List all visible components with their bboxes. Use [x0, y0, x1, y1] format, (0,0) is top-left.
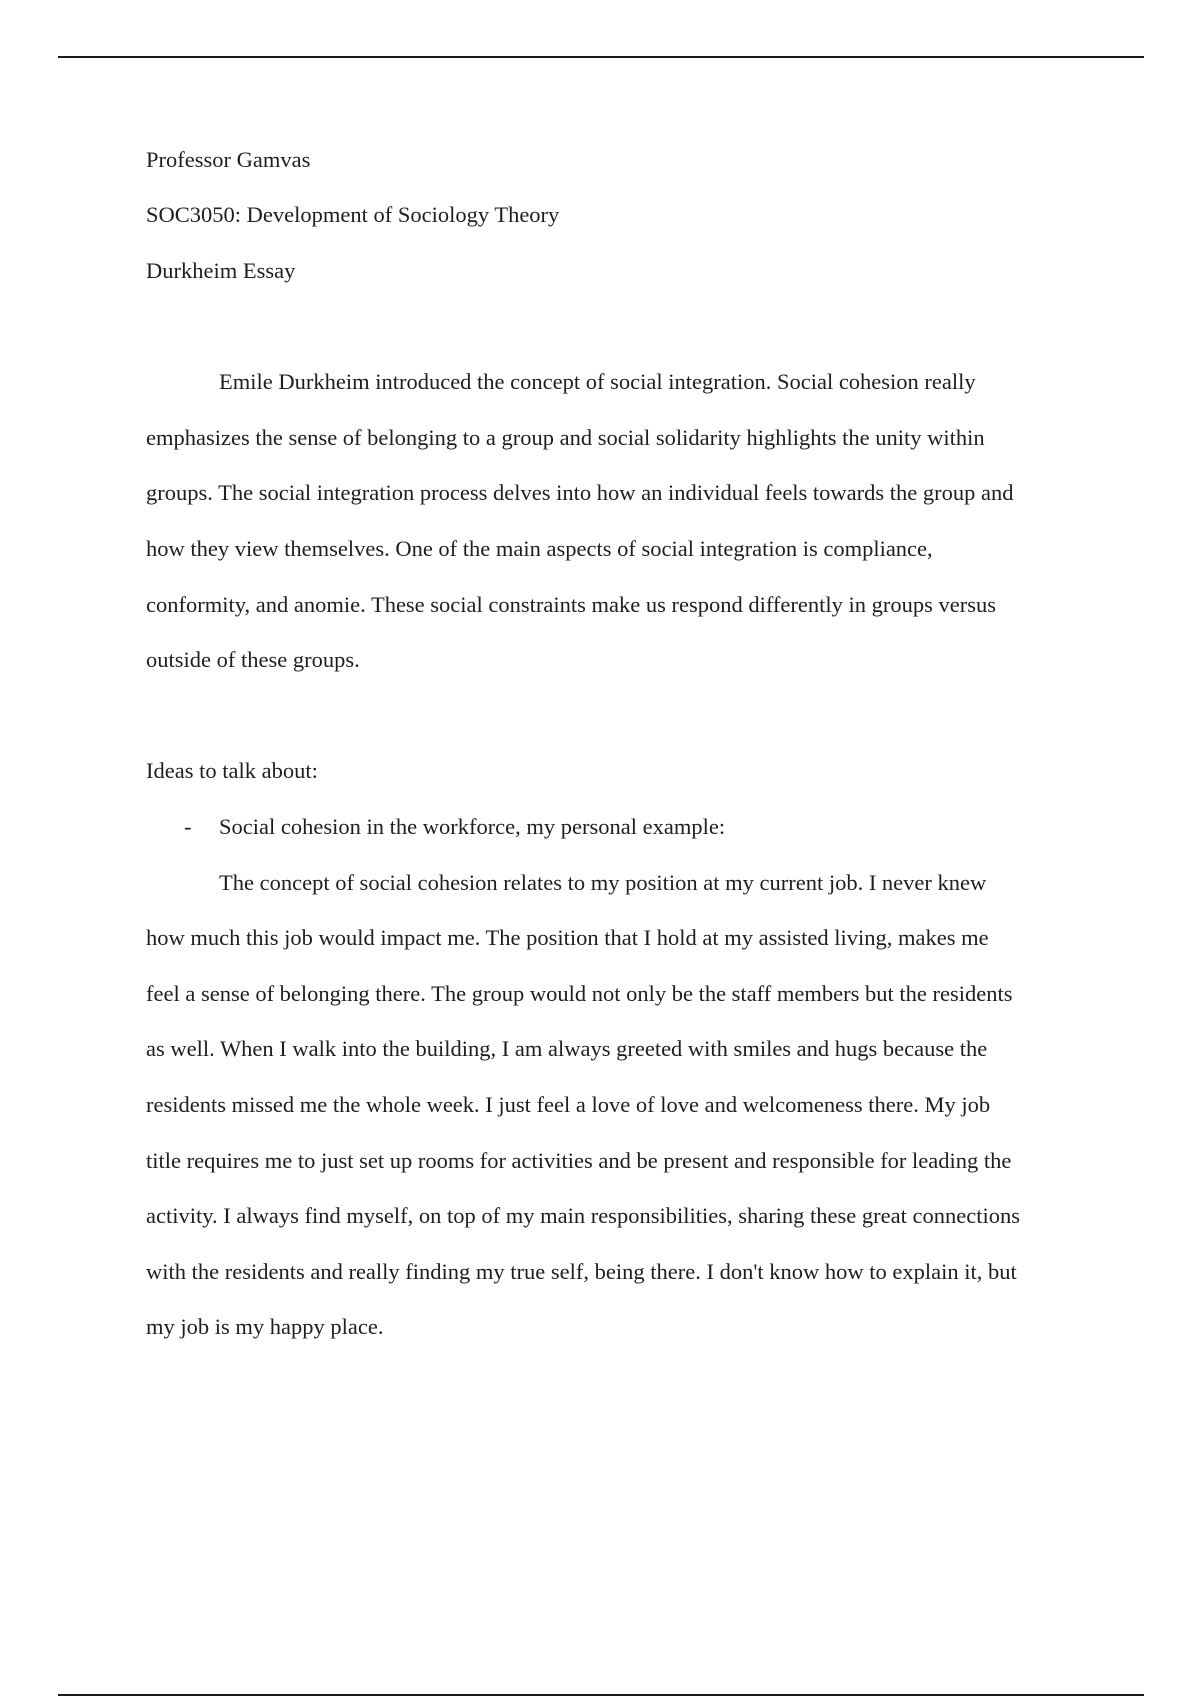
bullet-marker: -: [184, 814, 192, 839]
example-line-9: my job is my happy place.: [146, 1314, 384, 1339]
example-line-5: residents missed me the whole week. I just feel a love of love and welcomeness there. My job: [146, 1092, 991, 1117]
intro-line-2: emphasizes the sense of belonging to a group and social solidarity highlights the unity within: [146, 425, 985, 450]
example-line-2: how much this job would impact me. The position that I hold at my assisted living, makes me: [146, 925, 989, 950]
example-line-1: The concept of social cohesion relates to my position at my current job. I never knew: [219, 870, 987, 895]
course-title: SOC3050: Development of Sociology Theory: [146, 202, 560, 227]
example-line-3: feel a sense of belonging there. The group would not only be the staff members but the residents: [146, 981, 1013, 1006]
essay-title: Durkheim Essay: [146, 258, 296, 283]
intro-line-3: groups. The social integration process delves into how an individual feels towards the group and: [146, 480, 1014, 505]
bullet-item: Social cohesion in the workforce, my personal example:: [219, 814, 726, 839]
top-divider: [58, 56, 1144, 58]
example-line-6: title requires me to just set up rooms for activities and be present and responsible for leading the: [146, 1148, 1012, 1173]
bottom-divider: [58, 1694, 1144, 1696]
ideas-heading: Ideas to talk about:: [146, 758, 318, 783]
intro-line-4: how they view themselves. One of the main aspects of social integration is compliance,: [146, 536, 933, 561]
example-line-7: activity. I always find myself, on top of my main responsibilities, sharing these great connections: [146, 1203, 1020, 1228]
professor-name: Professor Gamvas: [146, 147, 311, 172]
intro-line-6: outside of these groups.: [146, 647, 360, 672]
example-line-4: as well. When I walk into the building, I am always greeted with smiles and hugs because the: [146, 1036, 988, 1061]
intro-line-1: Emile Durkheim introduced the concept of social integration. Social cohesion really: [219, 369, 976, 394]
intro-line-5: conformity, and anomie. These social constraints make us respond differently in groups versus: [146, 592, 997, 617]
example-line-8: with the residents and really finding my true self, being there. I don't know how to explain it, but: [146, 1259, 1017, 1284]
